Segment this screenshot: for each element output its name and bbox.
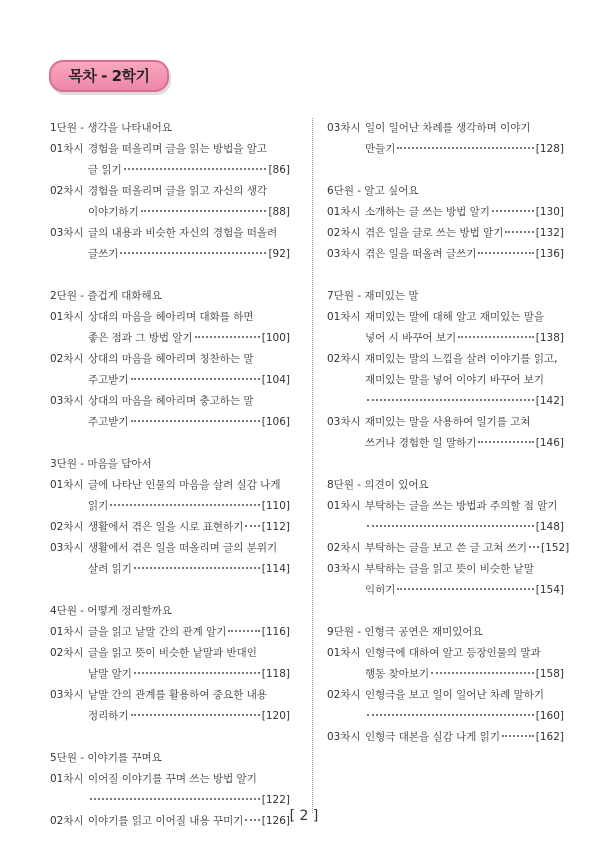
toc-entry-line bbox=[50, 664, 290, 685]
toc-entry-text bbox=[88, 706, 290, 727]
toc-entry-line bbox=[327, 412, 564, 433]
toc-entry-line bbox=[327, 328, 564, 349]
page-ref: [112] bbox=[261, 521, 290, 533]
dot-leader bbox=[397, 588, 533, 590]
dot-leader bbox=[502, 735, 534, 737]
dot-leader bbox=[505, 231, 533, 233]
page-ref: [116] bbox=[261, 626, 290, 638]
page-ref: [128] bbox=[535, 143, 564, 155]
unit-section bbox=[327, 181, 564, 265]
toc-entry-line bbox=[327, 580, 564, 601]
chapter-label: 02차시 bbox=[327, 689, 361, 701]
toc-entry-text bbox=[88, 412, 290, 433]
page-ref: [104] bbox=[261, 374, 290, 386]
unit-title: 2단원 - 즐겁게 대화해요 bbox=[50, 290, 162, 302]
page-ref: [106] bbox=[261, 416, 290, 428]
entry-title: 낱말 간의 관계를 활용하여 중요한 내용 bbox=[88, 689, 267, 701]
toc-entry-line bbox=[50, 307, 290, 328]
chapter-label: 01차시 bbox=[50, 773, 84, 785]
toc-entry-text bbox=[365, 580, 564, 601]
chapter-label: 02차시 bbox=[50, 647, 84, 659]
toc-entry-line bbox=[50, 685, 290, 706]
toc-entry-line bbox=[50, 769, 290, 790]
toc-entry-line bbox=[50, 244, 290, 265]
unit-section bbox=[327, 286, 564, 454]
toc-entry-line bbox=[327, 706, 564, 727]
toc-entry-text bbox=[88, 370, 290, 391]
unit-title: 7단원 - 재미있는 말 bbox=[327, 290, 419, 302]
unit-title: 5단원 - 이야기를 꾸며요 bbox=[50, 752, 162, 764]
entry-title: 재미있는 말을 넣어 이야기 바꾸어 보기 bbox=[365, 374, 544, 386]
entry-title: 글에 나타난 인물의 마음을 살려 실감 나게 bbox=[88, 479, 281, 491]
entry-title: 재미있는 말의 느낌을 살려 이야기를 읽고, bbox=[365, 353, 558, 365]
chapter-label: 03차시 bbox=[327, 248, 361, 260]
toc-entry-text bbox=[365, 139, 564, 160]
toc-entry-line bbox=[50, 328, 290, 349]
toc-entry-line bbox=[327, 223, 564, 244]
toc-entry-text bbox=[88, 328, 290, 349]
page-ref: [132] bbox=[535, 227, 564, 239]
chapter-label: 02차시 bbox=[50, 185, 84, 197]
chapter-label: 03차시 bbox=[50, 542, 84, 554]
page-ref: [120] bbox=[261, 710, 290, 722]
dot-leader bbox=[492, 210, 534, 212]
toc-entry-line bbox=[50, 391, 290, 412]
entry-title: 행동 찾아보기 bbox=[365, 668, 430, 680]
unit-section bbox=[50, 118, 290, 265]
chapter-label: 01차시 bbox=[327, 500, 361, 512]
chapter-label: 02차시 bbox=[327, 227, 361, 239]
entry-title: 주고받기 bbox=[88, 416, 129, 428]
entry-title: 만들기 bbox=[365, 143, 396, 155]
page-ref: [152] bbox=[541, 542, 570, 554]
entry-title: 살려 읽기 bbox=[88, 563, 132, 575]
toc-entry-text bbox=[365, 202, 564, 223]
toc-entry-text bbox=[88, 517, 290, 538]
dot-leader bbox=[478, 252, 533, 254]
toc-entry-line bbox=[50, 538, 290, 559]
entry-title: 이어질 이야기를 꾸며 쓰는 방법 알기 bbox=[88, 773, 257, 785]
chapter-label: 03차시 bbox=[50, 227, 84, 239]
entry-title: 부탁하는 글을 보고 쓴 글 고쳐 쓰기 bbox=[365, 542, 528, 554]
toc-entry-text bbox=[88, 622, 290, 643]
entry-title: 낱말 알기 bbox=[88, 668, 132, 680]
entry-title: 상대의 마음을 헤아리며 대화를 하면 bbox=[88, 311, 254, 323]
page-ref: [126] bbox=[261, 815, 290, 827]
toc-entry-line bbox=[327, 643, 564, 664]
entry-title: 재미있는 말에 대해 알고 재미있는 말을 bbox=[365, 311, 544, 323]
toc-entry-line bbox=[50, 643, 290, 664]
entry-title: 주고받기 bbox=[88, 374, 129, 386]
entry-title: 쓰거나 경험한 일 말하기 bbox=[365, 437, 477, 449]
toc-entry-text bbox=[365, 517, 564, 538]
toc-entry-line bbox=[327, 118, 564, 139]
toc-entry-line bbox=[50, 349, 290, 370]
entry-title: 글의 내용과 비슷한 자신의 경험을 떠올려 bbox=[88, 227, 278, 239]
entry-title: 상대의 마음을 헤아리며 충고하는 말 bbox=[88, 395, 254, 407]
page-ref: [86] bbox=[268, 164, 290, 176]
dot-leader bbox=[397, 147, 533, 149]
unit-title: 8단원 - 의견이 있어요 bbox=[327, 479, 429, 491]
chapter-label: 03차시 bbox=[327, 563, 361, 575]
chapter-label: 02차시 bbox=[50, 521, 84, 533]
page-number: [ 2 ] bbox=[289, 808, 319, 824]
dot-leader bbox=[134, 567, 260, 569]
toc-entry-line bbox=[327, 559, 564, 580]
toc-entry-text bbox=[365, 223, 564, 244]
toc-entry-text bbox=[88, 559, 290, 580]
toc-entry-line bbox=[50, 475, 290, 496]
unit-section bbox=[50, 286, 290, 433]
chapter-label: 01차시 bbox=[50, 626, 84, 638]
entry-title: 넣어 시 바꾸어 보기 bbox=[365, 332, 457, 344]
page-ref: [122] bbox=[261, 794, 290, 806]
entry-title: 정리하기 bbox=[88, 710, 129, 722]
entry-title: 생활에서 겪은 일을 떠올리며 글의 분위기 bbox=[88, 542, 278, 554]
page-ref: [130] bbox=[535, 206, 564, 218]
entry-title: 글쓰기 bbox=[88, 248, 119, 260]
chapter-label: 03차시 bbox=[327, 416, 361, 428]
chapter-label: 02차시 bbox=[327, 353, 361, 365]
dot-leader bbox=[131, 378, 260, 380]
unit-section bbox=[327, 622, 564, 748]
dot-leader bbox=[529, 546, 539, 548]
page-ref: [88] bbox=[268, 206, 290, 218]
toc-entry-text bbox=[365, 538, 569, 559]
unit-title: 6단원 - 알고 싶어요 bbox=[327, 185, 419, 197]
page-ref: [138] bbox=[535, 332, 564, 344]
dot-leader bbox=[124, 168, 267, 170]
toc-entry-line bbox=[327, 664, 564, 685]
column-divider bbox=[312, 118, 313, 813]
toc-entry-line bbox=[327, 517, 564, 538]
dot-leader bbox=[120, 252, 266, 254]
chapter-label: 01차시 bbox=[327, 206, 361, 218]
toc-entry-line bbox=[50, 370, 290, 391]
entry-title: 겪은 일을 떠올려 글쓰기 bbox=[365, 248, 477, 260]
toc-entry-line bbox=[50, 517, 290, 538]
toc-entry-line bbox=[327, 349, 564, 370]
toc-entry-text bbox=[365, 433, 564, 454]
entry-title: 인형극 대본을 실감 나게 읽기 bbox=[365, 731, 501, 743]
chapter-label: 02차시 bbox=[50, 353, 84, 365]
unit-section bbox=[50, 454, 290, 580]
toc-entry-line bbox=[50, 223, 290, 244]
dot-leader bbox=[131, 714, 260, 716]
entry-title: 상대의 마음을 헤아리며 칭찬하는 말 bbox=[88, 353, 254, 365]
entry-title: 겪은 일을 글로 쓰는 방법 알기 bbox=[365, 227, 504, 239]
dot-leader bbox=[134, 672, 260, 674]
entry-title: 읽기 bbox=[88, 500, 109, 512]
chapter-label: 01차시 bbox=[50, 143, 84, 155]
dot-leader bbox=[367, 399, 534, 401]
dot-leader bbox=[458, 336, 534, 338]
toc-entry-line bbox=[327, 433, 564, 454]
chapter-label: 03차시 bbox=[50, 689, 84, 701]
entry-title: 글을 읽고 뜻이 비슷한 낱말과 반대인 bbox=[88, 647, 257, 659]
toc-entry-line bbox=[50, 559, 290, 580]
chapter-label: 01차시 bbox=[50, 479, 84, 491]
toc-entry-line bbox=[327, 391, 564, 412]
entry-title: 인형극에 대하여 알고 등장인물의 말과 bbox=[365, 647, 541, 659]
toc-entry-text bbox=[365, 727, 564, 748]
dot-leader bbox=[228, 630, 259, 632]
toc-entry-line bbox=[327, 139, 564, 160]
dot-leader bbox=[478, 441, 533, 443]
page-ref: [142] bbox=[535, 395, 564, 407]
page-ref: [100] bbox=[261, 332, 290, 344]
chapter-label: 03차시 bbox=[327, 122, 361, 134]
unit-title: 3단원 - 마음을 담아서 bbox=[50, 458, 152, 470]
entry-title: 부탁하는 글을 읽고 뜻이 비슷한 낱말 bbox=[365, 563, 534, 575]
toc-entry-text bbox=[365, 328, 564, 349]
toc-title-badge: 목차 - 2학기 bbox=[49, 60, 169, 92]
unit-section bbox=[327, 118, 564, 160]
dot-leader bbox=[90, 798, 260, 800]
page-ref: [146] bbox=[535, 437, 564, 449]
toc-entry-line bbox=[50, 139, 290, 160]
toc-entry-line bbox=[50, 412, 290, 433]
page-ref: [114] bbox=[261, 563, 290, 575]
toc-entry-line bbox=[327, 244, 564, 265]
entry-title: 좋은 점과 그 방법 알기 bbox=[88, 332, 193, 344]
unit-section bbox=[327, 475, 570, 601]
unit-title: 9단원 - 인형극 공연은 재미있어요 bbox=[327, 626, 483, 638]
chapter-label: 03차시 bbox=[327, 731, 361, 743]
toc-entry-line bbox=[327, 538, 570, 559]
page-ref: [148] bbox=[535, 521, 564, 533]
toc-entry-line bbox=[327, 202, 564, 223]
toc-entry-text bbox=[365, 706, 564, 727]
toc-entry-text bbox=[88, 664, 290, 685]
entry-title: 부탁하는 글을 쓰는 방법과 주의할 점 알기 bbox=[365, 500, 558, 512]
dot-leader bbox=[431, 672, 534, 674]
toc-entry-line bbox=[50, 496, 290, 517]
dot-leader bbox=[141, 210, 267, 212]
chapter-label: 02차시 bbox=[327, 542, 361, 554]
unit-title: 1단원 - 생각을 나타내어요 bbox=[50, 122, 172, 134]
page-ref: [154] bbox=[535, 584, 564, 596]
chapter-label: 02차시 bbox=[50, 815, 84, 827]
toc-entry-line bbox=[327, 685, 564, 706]
unit-title: 4단원 - 어떻게 정리할까요 bbox=[50, 605, 172, 617]
dot-leader bbox=[131, 420, 260, 422]
entry-title: 이야기를 읽고 이어질 내용 꾸미기 bbox=[88, 815, 244, 827]
dot-leader bbox=[245, 525, 259, 527]
toc-entry-text bbox=[88, 496, 290, 517]
entry-title: 경험을 떠올리며 글을 읽는 방법을 알고 bbox=[88, 143, 267, 155]
toc-entry-line bbox=[50, 706, 290, 727]
toc-entry-text bbox=[88, 202, 290, 223]
dot-leader bbox=[195, 336, 260, 338]
toc-entry-line bbox=[327, 496, 564, 517]
entry-title: 소개하는 글 쓰는 방법 알기 bbox=[365, 206, 490, 218]
toc-entry-line bbox=[50, 202, 290, 223]
toc-entry-line bbox=[50, 622, 290, 643]
chapter-label: 03차시 bbox=[50, 395, 84, 407]
entry-title: 일이 일어난 차례를 생각하며 이야기 bbox=[365, 122, 531, 134]
toc-entry-line bbox=[327, 307, 564, 328]
page-ref: [110] bbox=[261, 500, 290, 512]
entry-title: 이야기하기 bbox=[88, 206, 139, 218]
entry-title: 경험을 떠올리며 글을 읽고 자신의 생각 bbox=[88, 185, 267, 197]
entry-title: 익히기 bbox=[365, 584, 396, 596]
page-ref: [92] bbox=[268, 248, 290, 260]
entry-title: 글 읽기 bbox=[88, 164, 122, 176]
toc-entry-text bbox=[365, 391, 564, 412]
entry-title: 재미있는 말을 사용하여 일기를 고쳐 bbox=[365, 416, 531, 428]
toc-entry-line bbox=[50, 181, 290, 202]
toc-entry-line bbox=[327, 370, 564, 391]
page-ref: [158] bbox=[535, 668, 564, 680]
toc-right-column bbox=[327, 118, 570, 769]
toc-entry-line bbox=[327, 727, 564, 748]
dot-leader bbox=[367, 714, 534, 716]
page-ref: [162] bbox=[535, 731, 564, 743]
chapter-label: 01차시 bbox=[327, 647, 361, 659]
chapter-label: 01차시 bbox=[327, 311, 361, 323]
toc-entry-line bbox=[50, 160, 290, 181]
toc-left-column bbox=[50, 118, 290, 853]
page-ref: [160] bbox=[535, 710, 564, 722]
toc-entry-text bbox=[365, 244, 564, 265]
toc-entry-text bbox=[88, 160, 290, 181]
chapter-label: 01차시 bbox=[50, 311, 84, 323]
unit-section bbox=[50, 601, 290, 727]
entry-title: 인형극을 보고 일이 일어난 차례 말하기 bbox=[365, 689, 544, 701]
entry-title: 글을 읽고 낱말 간의 관계 알기 bbox=[88, 626, 227, 638]
toc-entry-text bbox=[88, 244, 290, 265]
dot-leader bbox=[367, 525, 534, 527]
entry-title: 생활에서 겪은 일을 시로 표현하기 bbox=[88, 521, 244, 533]
page-ref: [136] bbox=[535, 248, 564, 260]
toc-entry-text bbox=[365, 664, 564, 685]
page-ref: [118] bbox=[261, 668, 290, 680]
dot-leader bbox=[110, 504, 259, 506]
